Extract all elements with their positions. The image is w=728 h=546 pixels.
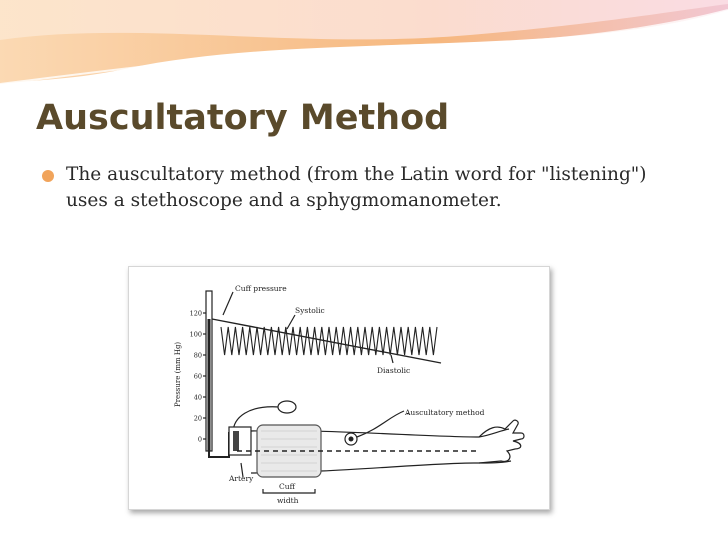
cuff-pressure-pointer	[223, 292, 233, 315]
bullet-text: The auscultatory method (from the Latin word for "listening") uses a stethoscope and a sphygmomanometer.	[66, 164, 647, 211]
auscultatory-method-label: Auscultatory method	[405, 408, 485, 417]
y-tick-label: 20	[193, 414, 202, 423]
hand-icon	[479, 420, 524, 463]
y-tick-label: 0	[197, 435, 202, 444]
systolic-pointer	[287, 315, 295, 329]
y-tick-label: 120	[189, 309, 202, 318]
cuff-label: Cuff	[279, 482, 295, 491]
decorative-banner	[0, 0, 728, 90]
mercury-fill	[208, 319, 211, 451]
y-tick-label: 40	[193, 393, 202, 402]
pump-bulb-icon	[278, 401, 296, 413]
artery-label: Artery	[229, 474, 254, 483]
y-tick-label: 60	[193, 372, 202, 381]
systolic-label: Systolic	[295, 306, 325, 315]
diastolic-label: Diastolic	[377, 366, 411, 375]
valve-inner	[233, 431, 239, 451]
bullet-list	[42, 162, 662, 214]
y-axis-tick-labels	[190, 310, 202, 444]
bullet-icon	[42, 170, 54, 182]
cuff-pressure-label: Cuff pressure	[235, 284, 287, 293]
y-tick-label: 80	[193, 351, 202, 360]
y-axis-label: Pressure (mm Hg)	[174, 341, 182, 407]
auscultatory-diagram	[129, 267, 549, 509]
y-tick-label: 100	[189, 330, 202, 339]
diastolic-pointer	[391, 355, 393, 363]
stethoscope-center	[349, 437, 354, 442]
width-label: width	[277, 496, 299, 505]
diagram-frame	[128, 266, 550, 510]
slide-title: Auscultatory Method	[36, 98, 450, 138]
